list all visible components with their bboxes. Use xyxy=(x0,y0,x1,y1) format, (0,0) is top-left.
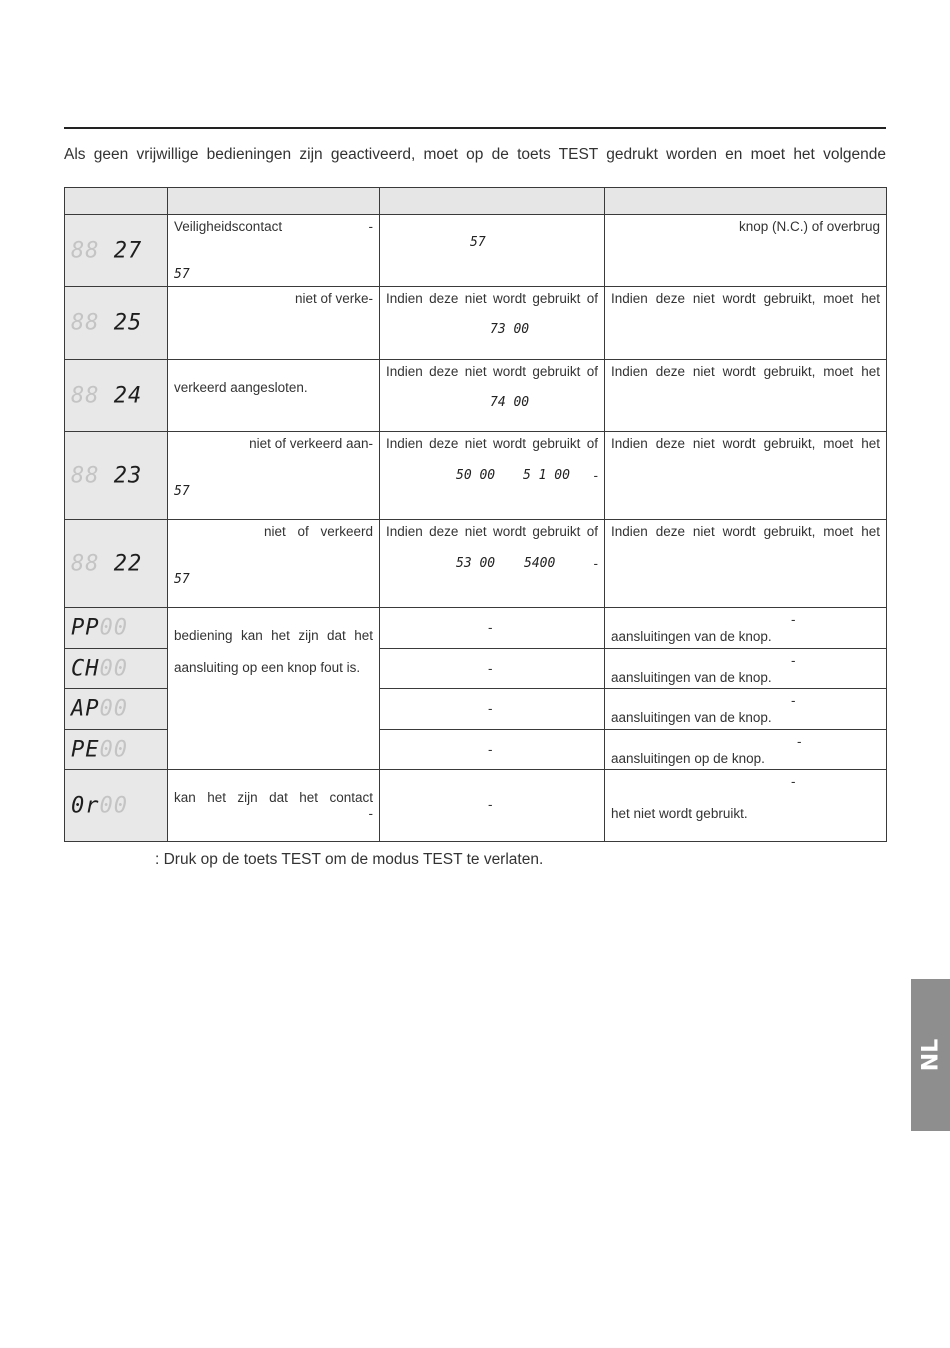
table-row xyxy=(65,287,887,360)
table-row xyxy=(65,215,887,287)
lcd-value: 57 xyxy=(174,484,190,499)
display-code-cell xyxy=(65,215,168,287)
check-cell xyxy=(380,608,605,649)
display-code: CH00 xyxy=(71,656,128,681)
table-row xyxy=(65,360,887,432)
table-row xyxy=(65,608,887,649)
display-code: 0r00 xyxy=(71,793,128,818)
display-code: 88 23 xyxy=(71,463,143,488)
display-code-cell xyxy=(65,432,168,520)
display-code-cell xyxy=(65,770,168,842)
solution-cell xyxy=(605,360,887,432)
cell-text: Indien deze niet wordt gebruikt, moet het xyxy=(611,364,880,379)
display-code: 88 22 xyxy=(71,551,143,576)
table-row xyxy=(65,520,887,608)
solution-cell xyxy=(605,730,887,770)
cell-text: Indien deze niet wordt gebruikt, moet het xyxy=(611,436,880,451)
lcd-value: 74 00 xyxy=(490,395,530,410)
intro-paragraph: Als geen vrijwillige bedieningen zijn geactiveerd, moet op de toets TEST gedrukt worden en moet het volgende xyxy=(64,146,886,163)
lcd-value: 53 00 xyxy=(456,556,496,571)
cell-text: - xyxy=(593,556,598,571)
cell-text: Indien deze niet wordt gebruikt, moet het xyxy=(611,291,880,306)
cell-text: aansluitingen van de knop. xyxy=(611,629,772,644)
cell-text: Indien deze niet wordt gebruikt of xyxy=(386,291,598,306)
cell-text: - xyxy=(488,661,493,676)
check-cell xyxy=(380,287,605,360)
check-cell xyxy=(380,770,605,842)
display-code-cell xyxy=(65,649,168,689)
cell-text: aansluitingen van de knop. xyxy=(611,670,772,685)
language-tab-label: NL xyxy=(918,1038,943,1072)
cell-text: - xyxy=(791,693,796,708)
cause-cell xyxy=(168,770,380,842)
check-cell xyxy=(380,730,605,770)
table-row xyxy=(65,432,887,520)
check-cell xyxy=(380,215,605,287)
display-code: 88 24 xyxy=(71,383,143,408)
display-code: AP00 xyxy=(71,696,128,722)
display-code-cell xyxy=(65,520,168,608)
cause-cell xyxy=(168,215,380,287)
cell-text: - xyxy=(368,806,373,821)
solution-cell xyxy=(605,649,887,689)
lcd-value: 5 1 00 xyxy=(523,468,570,483)
header-cell xyxy=(168,188,380,215)
solution-cell xyxy=(605,770,887,842)
check-cell xyxy=(380,689,605,730)
lcd-value: 57 xyxy=(174,572,190,587)
cell-text: Indien deze niet wordt gebruikt of xyxy=(386,364,598,379)
cell-text: - xyxy=(368,219,373,234)
cell-text: - xyxy=(488,701,493,716)
header-cell xyxy=(380,188,605,215)
display-code-cell xyxy=(65,360,168,432)
lcd-value: 5400 xyxy=(524,556,556,571)
solution-cell xyxy=(605,608,887,649)
display-code-cell xyxy=(65,608,168,649)
cell-text: bediening kan het zijn dat het xyxy=(174,628,373,643)
cell-text: - xyxy=(791,653,796,668)
solution-cell xyxy=(605,432,887,520)
cause-cell xyxy=(168,520,380,608)
cell-text: - xyxy=(488,620,493,635)
cell-text: - xyxy=(791,774,796,789)
diagnostics-table xyxy=(64,187,887,842)
cell-text: - xyxy=(593,468,598,483)
check-cell xyxy=(380,649,605,689)
header-cell xyxy=(605,188,887,215)
cause-cell xyxy=(168,608,380,770)
header-cell xyxy=(65,188,168,215)
top-rule xyxy=(64,127,886,129)
solution-cell xyxy=(605,520,887,608)
solution-cell xyxy=(605,689,887,730)
cell-text: aansluiting op een knop fout is. xyxy=(174,660,361,675)
cell-text: aansluitingen op de knop. xyxy=(611,751,765,766)
cell-text: aansluitingen van de knop. xyxy=(611,710,772,725)
cause-cell xyxy=(168,432,380,520)
footnote: : Druk op de toets TEST om de modus TEST te verlaten. xyxy=(155,851,544,868)
display-code-cell xyxy=(65,689,168,730)
cell-text: Indien deze niet wordt gebruikt, moet het xyxy=(611,524,880,539)
cell-text: Indien deze niet wordt gebruikt of xyxy=(386,524,598,539)
cell-text: het niet wordt gebruikt. xyxy=(611,806,748,821)
table-header-row xyxy=(65,188,887,215)
solution-cell xyxy=(605,287,887,360)
display-code: PP00 xyxy=(71,615,128,641)
cell-text: niet of verkeerd xyxy=(263,524,373,539)
lcd-value: 57 xyxy=(174,267,190,282)
display-code: PE00 xyxy=(71,737,128,762)
table-row xyxy=(65,770,887,842)
display-code: 88 25 xyxy=(71,310,143,336)
cell-text: kan het zijn dat het contact xyxy=(174,790,373,805)
cell-text: niet of verke- xyxy=(294,291,373,306)
cell-text: knop (N.C.) of overbrug xyxy=(738,219,880,234)
check-cell xyxy=(380,360,605,432)
lcd-value: 50 00 xyxy=(456,468,496,483)
cell-text: - xyxy=(488,797,493,812)
display-code-cell xyxy=(65,287,168,360)
cause-cell xyxy=(168,287,380,360)
cell-text: Indien deze niet wordt gebruikt of xyxy=(386,436,598,451)
cause-cell xyxy=(168,360,380,432)
lcd-value: 57 xyxy=(470,235,486,250)
check-cell xyxy=(380,520,605,608)
cell-text: - xyxy=(488,742,493,757)
cell-text: Veiligheidscontact xyxy=(174,219,283,234)
cell-text: niet of verkeerd aan- xyxy=(249,436,373,451)
cell-text: - xyxy=(791,612,796,627)
cell-text: - xyxy=(797,734,802,749)
lcd-value: 73 00 xyxy=(490,322,530,337)
cell-text: verkeerd aangesloten. xyxy=(174,380,308,395)
check-cell xyxy=(380,432,605,520)
display-code-cell xyxy=(65,730,168,770)
solution-cell xyxy=(605,215,887,287)
display-code: 88 27 xyxy=(71,238,143,263)
language-tab xyxy=(911,979,950,1131)
